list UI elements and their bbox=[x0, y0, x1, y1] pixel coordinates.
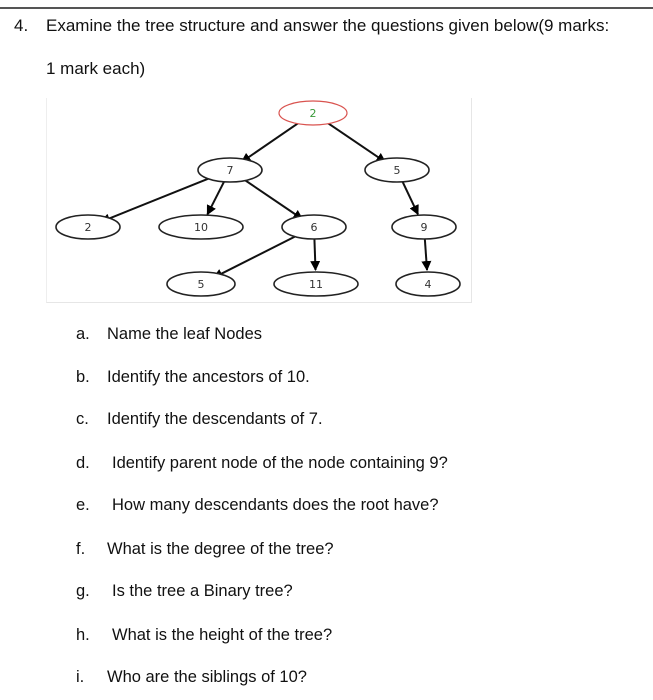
tree-node bbox=[279, 101, 347, 125]
tree-node-label: 5 bbox=[197, 278, 205, 291]
tree-diagram bbox=[0, 0, 653, 320]
subquestion-text: Identify the ancestors of 10. bbox=[107, 368, 310, 386]
tree-node bbox=[282, 215, 346, 239]
tree-node bbox=[392, 215, 456, 239]
tree-edge bbox=[207, 181, 224, 215]
subquestion-label: c. bbox=[76, 410, 89, 428]
subquestion-label: g. bbox=[76, 582, 90, 600]
subquestion-text: What is the degree of the tree? bbox=[107, 540, 334, 558]
subquestion-text: Who are the siblings of 10? bbox=[107, 668, 307, 686]
tree-node-label: 2 bbox=[309, 107, 317, 120]
tree-edge bbox=[242, 120, 304, 162]
subquestion-label: b. bbox=[76, 368, 90, 386]
tree-edge bbox=[240, 177, 302, 219]
tree-edge bbox=[314, 239, 315, 270]
tree-node-label: 6 bbox=[310, 221, 318, 234]
subquestion-label: f. bbox=[76, 540, 86, 558]
tree-node bbox=[396, 272, 460, 296]
tree-node bbox=[167, 272, 235, 296]
subquestion-text: Name the leaf Nodes bbox=[107, 325, 263, 343]
tree-node-label: 7 bbox=[226, 164, 234, 177]
subquestion-label: d. bbox=[76, 454, 90, 472]
tree-node bbox=[274, 272, 358, 296]
tree-edge bbox=[323, 120, 385, 162]
tree-node-label: 5 bbox=[393, 164, 401, 177]
subquestion-text: Identify the descendants of 7. bbox=[107, 410, 323, 428]
tree-edge bbox=[425, 239, 427, 270]
tree-edge bbox=[213, 232, 303, 277]
subquestion-text: How many descendants does the root have? bbox=[112, 496, 439, 514]
tree-node-label: 9 bbox=[420, 221, 428, 234]
tree-node-label: 11 bbox=[309, 278, 323, 291]
tree-node bbox=[198, 158, 262, 182]
question-text-line2: 1 mark each) bbox=[46, 59, 146, 78]
tree-node-label: 10 bbox=[194, 221, 208, 234]
question-number: 4. bbox=[14, 16, 29, 35]
subquestion-label: i. bbox=[76, 668, 85, 686]
tree-node bbox=[56, 215, 120, 239]
tree-node bbox=[159, 215, 243, 239]
subquestion-text: Identify parent node of the node containing 9? bbox=[112, 454, 448, 472]
subquestion-text: Is the tree a Binary tree? bbox=[112, 582, 293, 600]
tree-node-label: 2 bbox=[84, 221, 92, 234]
tree-node-label: 4 bbox=[424, 278, 432, 291]
tree-edge bbox=[402, 181, 418, 215]
subquestion-label: h. bbox=[76, 626, 90, 644]
subquestion-label: e. bbox=[76, 496, 90, 514]
subquestion-label: a. bbox=[76, 325, 90, 343]
subquestion-text: What is the height of the tree? bbox=[112, 626, 333, 644]
question-text-line1: Examine the tree structure and answer the questions given below(9 marks: bbox=[46, 16, 610, 35]
tree-node bbox=[365, 158, 429, 182]
